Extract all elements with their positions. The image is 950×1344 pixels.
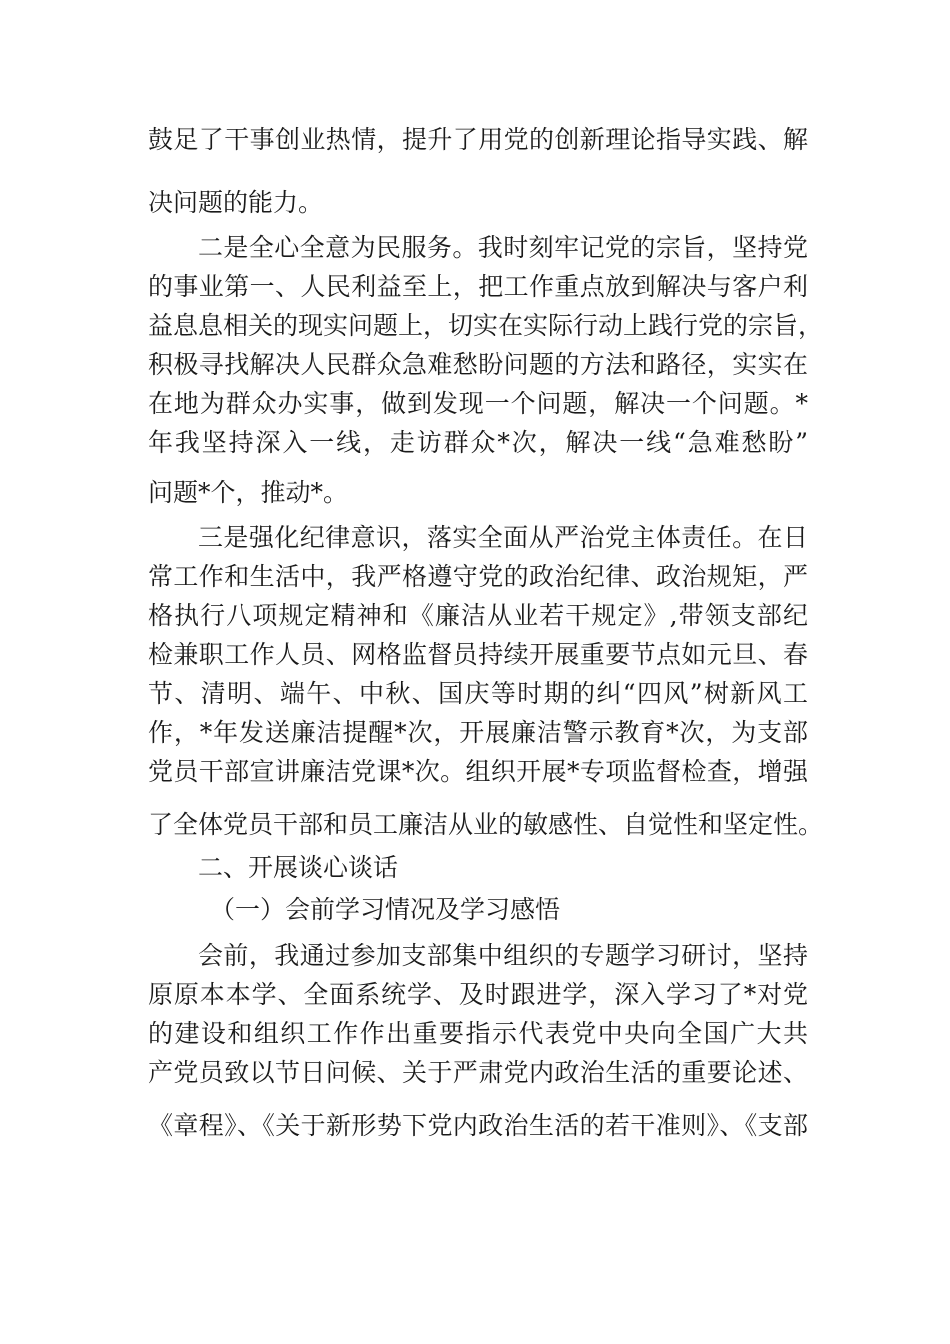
paragraph-line: 产党员致以节日问候、关于严肃党内政治生活的重要论述、 <box>148 1058 808 1087</box>
paragraph-line: 会前，我通过参加支部集中组织的专题学习研讨，坚持 <box>198 941 808 970</box>
paragraph-line: 在地为群众办实事，做到发现一个问题，解决一个问题。* <box>148 389 808 418</box>
paragraph-line: 格执行八项规定精神和《廉洁从业若干规定》,带领支部纪 <box>148 601 808 630</box>
paragraph-line: 检兼职工作人员、网格监督员持续开展重要节点如元旦、春 <box>148 640 808 669</box>
paragraph-line: 鼓足了干事创业热情，提升了用党的创新理论指导实践、解 <box>148 125 808 154</box>
paragraph-line: 党员干部宣讲廉洁党课*次。组织开展*专项监督检查，增强 <box>148 757 808 786</box>
paragraph-line: 原原本本学、全面系统学、及时跟进学，深入学习了*对党 <box>148 980 808 1009</box>
paragraph-line: 的事业第一、人民利益至上，把工作重点放到解决与客户利 <box>148 272 808 301</box>
paragraph-line: 决问题的能力。 <box>148 188 324 217</box>
paragraph-line: 了全体党员干部和员工廉洁从业的敏感性、自觉性和坚定性。 <box>148 810 824 839</box>
paragraph-line: 作，*年发送廉洁提醒*次，开展廉洁警示教育*次，为支部 <box>148 718 808 747</box>
paragraph-line: 节、清明、端午、中秋、国庆等时期的纠“四风”树新风工 <box>148 679 808 708</box>
paragraph-line: 年我坚持深入一线，走访群众*次，解决一线“急难愁盼” <box>148 428 808 457</box>
subsection-heading: （一）会前学习情况及学习感悟 <box>210 895 561 924</box>
paragraph-line: 常工作和生活中，我严格遵守党的政治纪律、政治规矩，严 <box>148 562 808 591</box>
paragraph-line: 《章程》、《关于新形势下党内政治生活的若干准则》、《支部 <box>148 1111 808 1140</box>
paragraph-line: 三是强化纪律意识，落实全面从严治党主体责任。在日 <box>198 523 808 552</box>
paragraph-line: 的建设和组织工作作出重要指示代表党中央向全国广大共 <box>148 1019 808 1048</box>
paragraph-line: 二是全心全意为民服务。我时刻牢记党的宗旨，坚持党 <box>198 233 808 262</box>
paragraph-line: 问题*个，推动*。 <box>148 478 349 507</box>
paragraph-line: 积极寻找解决人民群众急难愁盼问题的方法和路径，实实在 <box>148 350 808 379</box>
section-heading: 二、开展谈心谈话 <box>198 853 399 882</box>
paragraph-line: 益息息相关的现实问题上，切实在实际行动上践行党的宗旨， <box>148 311 824 340</box>
